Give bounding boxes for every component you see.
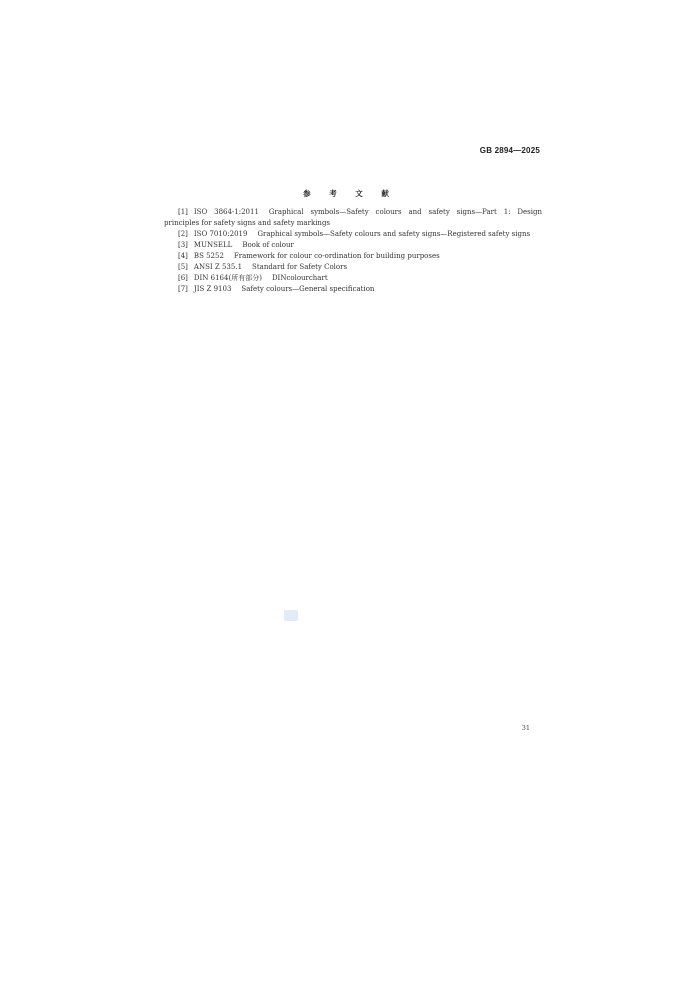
page-number: 31 [521, 724, 530, 732]
reference-number: [4] [178, 252, 188, 260]
reference-number: [2] [178, 230, 188, 238]
reference-code: DIN 6164(所有部分) [193, 274, 262, 282]
reference-item [164, 262, 542, 273]
reference-code: MUNSELL [193, 241, 233, 249]
reference-title: Framework for colour co-ordination for building purposes [233, 252, 440, 260]
reference-code: BS 5252 [193, 252, 224, 260]
reference-title: Safety colours—General specification [241, 285, 375, 293]
section-title: 参 考 文 献 [303, 189, 397, 198]
reference-title: Graphical symbols—Safety colours and safety signs—Part 1: Design principles for safety signs and safety markings [164, 208, 542, 227]
reference-item [164, 240, 542, 251]
references-list [164, 207, 542, 295]
reference-number: [6] [178, 274, 188, 282]
reference-item [164, 229, 542, 240]
standard-code: GB 2894—2025 [479, 146, 540, 155]
reference-item [164, 251, 542, 262]
reference-number: [3] [178, 241, 188, 249]
reference-code: ANSI Z 535.1 [193, 263, 243, 271]
reference-title: Book of colour [242, 241, 294, 249]
watermark-mark [284, 610, 298, 621]
reference-number: [1] [178, 208, 188, 216]
reference-title: Graphical symbols—Safety colours and safety signs—Registered safety signs [257, 230, 531, 238]
reference-number: [5] [178, 263, 188, 271]
reference-number: [7] [178, 285, 188, 293]
reference-code: ISO 3864-1:2011 [193, 208, 259, 216]
reference-code: JIS Z 9103 [193, 285, 232, 293]
reference-item [164, 207, 542, 229]
reference-item [164, 284, 542, 295]
reference-title: Standard for Safety Colors [252, 263, 348, 271]
reference-item [164, 273, 542, 284]
reference-title: DINcolourchart [271, 274, 328, 282]
reference-code: ISO 7010:2019 [193, 230, 248, 238]
